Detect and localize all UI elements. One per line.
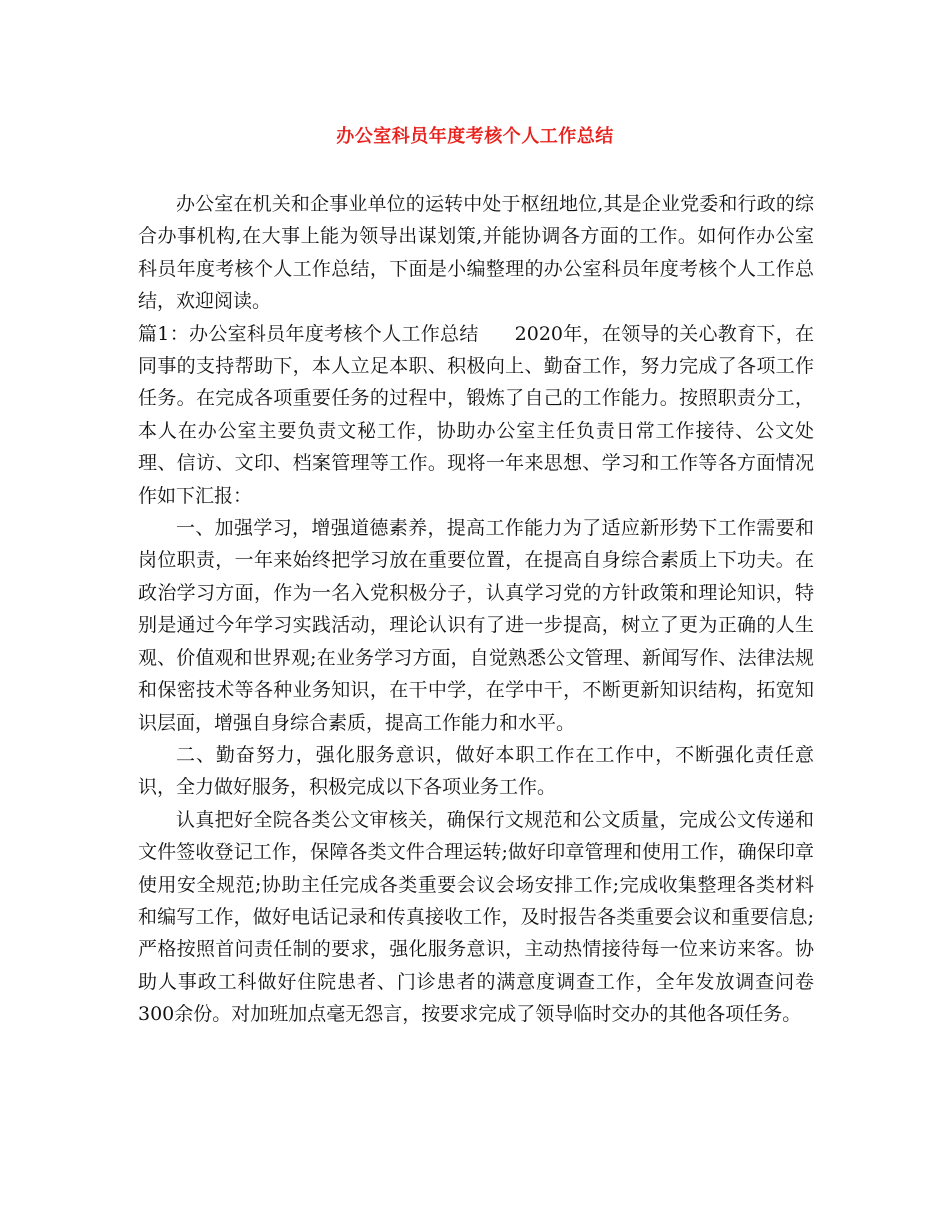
section-1-paragraph: 一、加强学习，增强道德素养，提高工作能力为了适应新形势下工作需要和岗位职责，一年来始终把学习放在重要位置，在提高自身综合素质上下功夫。在政治学习方面，作为一名入党积极分子，认真学习党的方针政策和理论知识，特别是通过今年学习实践活动，理论认识有了进一步提高，树立了更为正确的人生观、价值观和世界观;在业务学习方面，自觉熟悉公文管理、新闻写作、法律法规和保密技术等各种业务知识，在干中学，在学中干，不断更新知识结构，拓宽知识层面，增强自身综合素质，提高工作能力和水平。: [138, 517, 814, 734]
document-title: 办公室科员年度考核个人工作总结: [336, 126, 614, 147]
document-body: [138, 188, 814, 1031]
section-2-detail-paragraph: 认真把好全院各类公文审核关，确保行文规范和公文质量，完成公文传递和文件签收登记工作，保障各类文件合理运转;做好印章管理和使用工作，确保印章使用安全规范;协助主任完成各类重要会议会场安排工作;完成收集整理各类材料和编写工作，做好电话记录和传真接收工作，及时报告各类重要会议和重要信息;严格按照首问责任制的要求，强化服务意识，主动热情接待每一位来访来客。协助人事政工科做好住院患者、门诊患者的满意度调查工作，全年发放调查问卷300余份。对加班加点毫无怨言，按要求完成了领导临时交办的其他各项任务。: [138, 808, 814, 1026]
article-lead: 2020年，在领导的关心教育下，在同事的支持帮助下，本人立足本职、积极向上、勤奋工作，努力完成了各项工作任务。在完成各项重要任务的过程中，锻炼了自己的工作能力。按照职责分工，本人在办公室主要负责文秘工作，协助办公室主任负责日常工作接待、公文处理、信访、文印、档案管理等工作。现将一年来思想、学习和工作等各方面情况作如下汇报：: [138, 322, 814, 507]
intro-paragraph: 办公室在机关和企事业单位的运转中处于枢纽地位,其是企业党委和行政的综合办事机构,在大事上能为领导出谋划策,并能协调各方面的工作。如何作办公室科员年度考核个人工作总结，下面是小编整理的办公室科员年度考核个人工作总结，欢迎阅读。: [138, 193, 814, 313]
article-heading: 篇1：办公室科员年度考核个人工作总结: [138, 322, 479, 345]
section-2-paragraph: 二、勤奋努力，强化服务意识，做好本职工作在工作中，不断强化责任意识，全力做好服务，积极完成以下各项业务工作。: [138, 743, 814, 799]
article-paragraph: [138, 318, 814, 512]
